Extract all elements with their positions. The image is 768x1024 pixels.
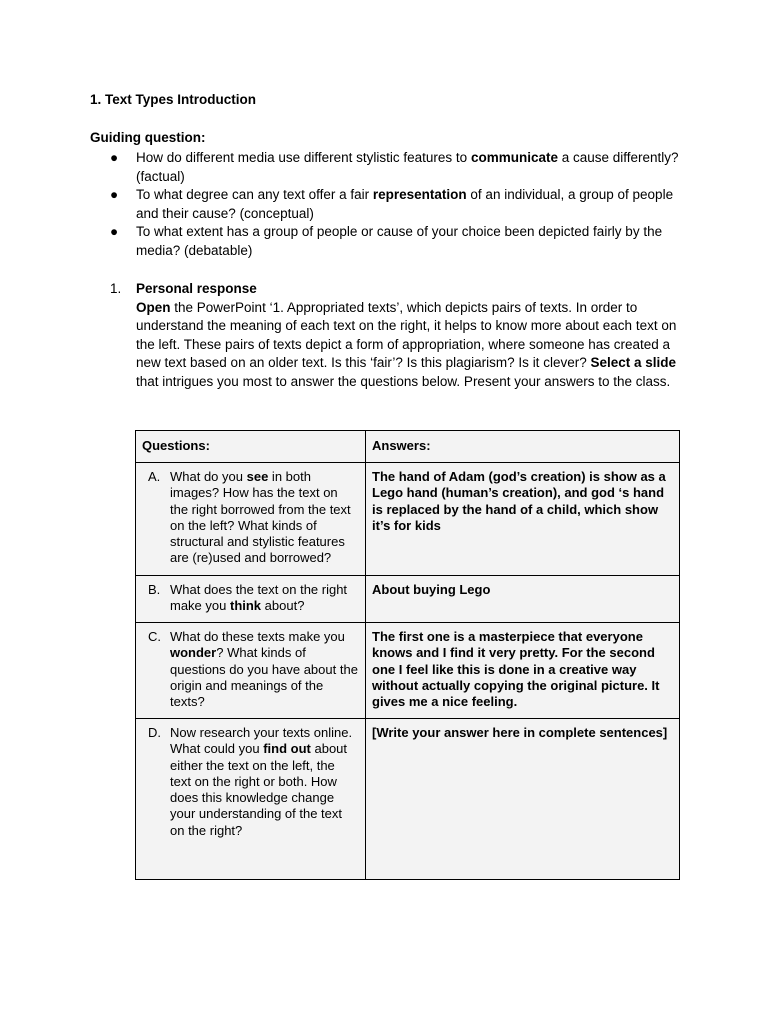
bullet-icon: ● xyxy=(110,150,119,165)
table-header-row xyxy=(136,431,680,463)
page-title: 1. Text Types Introduction xyxy=(90,92,257,107)
bullet-icon: ● xyxy=(110,224,119,239)
section-number: 1. xyxy=(110,281,122,296)
table-row xyxy=(136,463,680,576)
guiding-question-item: ● How do different media use different stylistic features to communicate a cause differently? (factual) xyxy=(110,150,679,184)
table-row xyxy=(136,576,680,623)
answer-cell[interactable]: The first one is a masterpiece that everyone knows and I find it very pretty. For the second one I feel like this is done in a creative way without actually copying the original picture. It gives me a nice feeling. xyxy=(366,623,680,719)
answer-cell[interactable]: About buying Lego xyxy=(366,576,680,623)
bullet-icon: ● xyxy=(110,187,119,202)
personal-response-section xyxy=(110,280,680,392)
answer-cell[interactable]: The hand of Adam (god’s creation) is show as a Lego hand (human’s creation), and god ‘s hand is replaced by the hand of a child, which show it’s for kids xyxy=(366,463,680,576)
guiding-question-item: ● To what extent has a group of people or cause of your choice been depicted fairly by the media? (debatable) xyxy=(110,224,663,258)
question-cell: B. What does the text on the right make you think about? xyxy=(136,576,366,623)
guiding-question-item: ● To what degree can any text offer a fair representation of an individual, a group of people and their cause? (conceptual) xyxy=(110,187,674,221)
section-heading: Personal response xyxy=(136,281,257,296)
answer-cell[interactable]: [Write your answer here in complete sentences] xyxy=(366,719,680,880)
guiding-question-heading: Guiding question: xyxy=(90,130,206,145)
table-row xyxy=(136,623,680,719)
section-instructions: Open the PowerPoint ‘1. Appropriated texts’, which depicts pairs of texts. In order to understand the meaning of each text on the right, it helps to know more about each text on the left. These pairs of texts depict a form of appropriation, where someone has created a new text based on an older text. Is this ‘fair’? Is this plagiarism? Is it clever? Select a slide that intrigues you most to answer the questions below. Present your answers to the class. xyxy=(136,299,677,389)
questions-answers-table xyxy=(135,430,680,880)
questions-header: Questions: xyxy=(136,431,366,463)
question-cell: C. What do these texts make you wonder? What kinds of questions do you have about the origin and meanings of the texts? xyxy=(136,623,366,719)
table-row xyxy=(136,719,680,880)
answers-header: Answers: xyxy=(366,431,680,463)
guiding-question-list xyxy=(110,149,690,260)
question-cell: D. Now research your texts online. What could you find out about either the text on the left, the text on the right or both. How does this knowledge change your understanding of the text on the right? xyxy=(136,719,366,880)
question-cell: A. What do you see in both images? How has the text on the right borrowed from the text on the left? What kinds of structural and stylistic features are (re)used and borrowed? xyxy=(136,463,366,576)
